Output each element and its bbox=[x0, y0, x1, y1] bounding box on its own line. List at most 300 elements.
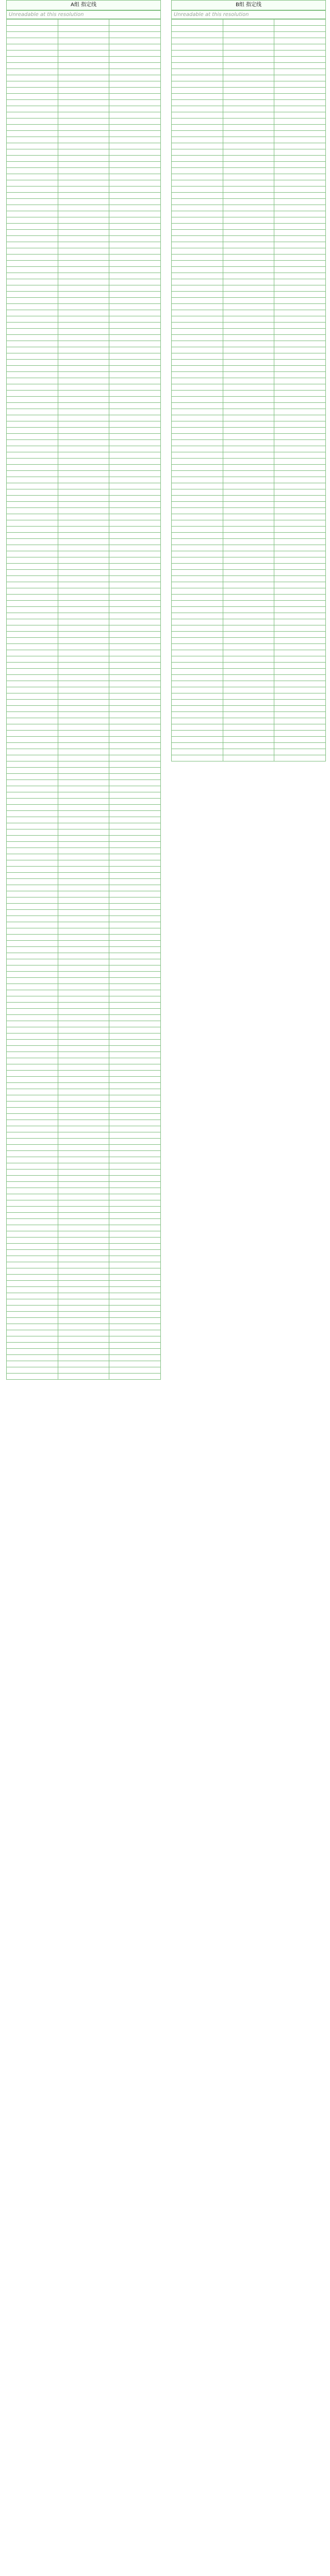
left-table-cell bbox=[109, 397, 161, 403]
right-table-cell bbox=[172, 638, 223, 644]
left-table-row bbox=[7, 669, 161, 675]
left-table-row bbox=[7, 341, 161, 347]
left-table-row bbox=[7, 224, 161, 230]
left-table-cell bbox=[109, 1374, 161, 1380]
left-table-cell bbox=[58, 50, 109, 57]
right-table-cell bbox=[172, 459, 223, 465]
right-table-row bbox=[172, 607, 326, 613]
left-table-row bbox=[7, 397, 161, 403]
left-table-row bbox=[7, 904, 161, 910]
right-table-cell bbox=[172, 409, 223, 415]
left-table-cell bbox=[7, 1163, 58, 1170]
left-table-cell bbox=[7, 1009, 58, 1015]
left-table-cell bbox=[109, 922, 161, 928]
left-table-cell bbox=[58, 700, 109, 706]
left-table-cell bbox=[7, 718, 58, 724]
left-table-cell bbox=[109, 1250, 161, 1256]
left-table-cell bbox=[7, 1244, 58, 1250]
right-table-cell bbox=[172, 242, 223, 248]
left-table-row bbox=[7, 1027, 161, 1033]
right-table-cell bbox=[274, 551, 326, 557]
left-table-cell bbox=[109, 681, 161, 687]
left-table-cell bbox=[109, 749, 161, 755]
left-table-cell bbox=[109, 545, 161, 551]
left-table-cell bbox=[58, 1200, 109, 1207]
left-table-cell bbox=[7, 693, 58, 700]
right-table-cell bbox=[172, 446, 223, 452]
left-table-cell bbox=[109, 1262, 161, 1268]
left-table-cell bbox=[109, 557, 161, 564]
right-table-row bbox=[172, 162, 326, 168]
right-table-cell bbox=[274, 743, 326, 749]
right-table-cell bbox=[274, 496, 326, 502]
right-table-row bbox=[172, 323, 326, 329]
left-table-cell bbox=[109, 792, 161, 799]
left-table-cell bbox=[58, 1058, 109, 1064]
right-table-cell bbox=[223, 347, 274, 353]
right-table-cell bbox=[274, 162, 326, 168]
left-table-cell bbox=[58, 360, 109, 366]
right-table-cell bbox=[274, 471, 326, 477]
left-table-cell bbox=[58, 378, 109, 384]
left-table-cell bbox=[7, 761, 58, 768]
left-table-cell bbox=[58, 718, 109, 724]
left-table-cell bbox=[109, 310, 161, 316]
left-table-row bbox=[7, 1095, 161, 1101]
left-table-cell bbox=[109, 217, 161, 224]
right-table-cell bbox=[274, 63, 326, 69]
right-table-row bbox=[172, 32, 326, 38]
right-table-cell bbox=[274, 415, 326, 421]
right-table-cell bbox=[172, 570, 223, 576]
left-table-cell bbox=[109, 1046, 161, 1052]
left-table-row bbox=[7, 564, 161, 570]
left-table-cell bbox=[109, 576, 161, 582]
left-table-cell bbox=[109, 625, 161, 632]
left-table-cell bbox=[7, 211, 58, 217]
right-table-cell bbox=[172, 360, 223, 366]
right-table-row bbox=[172, 20, 326, 26]
right-table-cell bbox=[274, 69, 326, 75]
left-table-cell bbox=[7, 724, 58, 731]
right-table-cell bbox=[274, 112, 326, 118]
right-table-cell bbox=[274, 298, 326, 304]
left-table-cell bbox=[7, 953, 58, 959]
left-table-cell bbox=[109, 533, 161, 539]
left-table-row bbox=[7, 638, 161, 644]
left-table-cell bbox=[109, 551, 161, 557]
left-table-cell bbox=[58, 1077, 109, 1083]
left-table-cell bbox=[58, 298, 109, 304]
right-table-row bbox=[172, 137, 326, 143]
left-table-cell bbox=[109, 353, 161, 360]
left-table-cell bbox=[7, 1268, 58, 1275]
left-table-cell bbox=[109, 1244, 161, 1250]
left-table-cell bbox=[58, 792, 109, 799]
left-table-cell bbox=[58, 261, 109, 267]
left-table-cell bbox=[58, 1336, 109, 1343]
right-table-cell bbox=[172, 520, 223, 527]
left-table-cell bbox=[58, 162, 109, 168]
left-table-cell bbox=[58, 1120, 109, 1126]
left-table-row bbox=[7, 650, 161, 656]
left-table-row bbox=[7, 743, 161, 749]
left-table-row bbox=[7, 632, 161, 638]
right-table-cell bbox=[223, 57, 274, 63]
right-table-row bbox=[172, 397, 326, 403]
left-table-cell bbox=[109, 527, 161, 533]
right-table-cell bbox=[172, 217, 223, 224]
right-table-cell bbox=[172, 391, 223, 397]
right-table-cell bbox=[274, 557, 326, 564]
right-table-cell bbox=[223, 32, 274, 38]
left-table-row bbox=[7, 811, 161, 817]
left-table-row bbox=[7, 168, 161, 174]
left-table-cell bbox=[58, 1003, 109, 1009]
left-table-cell bbox=[109, 378, 161, 384]
left-table-cell bbox=[7, 799, 58, 805]
right-table-row bbox=[172, 230, 326, 236]
right-table-cell bbox=[223, 551, 274, 557]
right-table-row bbox=[172, 44, 326, 50]
left-table-cell bbox=[58, 347, 109, 353]
left-table-cell bbox=[109, 761, 161, 768]
left-table-cell bbox=[109, 1287, 161, 1293]
left-table-row bbox=[7, 217, 161, 224]
left-table-cell bbox=[109, 972, 161, 978]
right-table-cell bbox=[274, 137, 326, 143]
left-table-cell bbox=[58, 675, 109, 681]
left-table-cell bbox=[7, 217, 58, 224]
right-table-cell bbox=[223, 724, 274, 731]
right-table-row bbox=[172, 100, 326, 106]
left-table-cell bbox=[7, 601, 58, 607]
right-table-cell bbox=[223, 353, 274, 360]
left-table-row bbox=[7, 360, 161, 366]
right-table-cell bbox=[223, 718, 274, 724]
left-table-cell bbox=[109, 261, 161, 267]
left-table-cell bbox=[58, 947, 109, 953]
right-table-cell bbox=[172, 50, 223, 57]
right-table-cell bbox=[223, 570, 274, 576]
left-table-cell bbox=[58, 1126, 109, 1132]
left-table-cell bbox=[7, 57, 58, 63]
left-table-cell bbox=[7, 564, 58, 570]
right-table-cell bbox=[223, 94, 274, 100]
left-table-cell bbox=[109, 292, 161, 298]
left-table-cell bbox=[7, 1361, 58, 1367]
left-table-row bbox=[7, 953, 161, 959]
left-table-cell bbox=[58, 149, 109, 156]
left-table-cell bbox=[58, 774, 109, 780]
left-table-row bbox=[7, 329, 161, 335]
right-table-cell bbox=[172, 663, 223, 669]
right-table-row bbox=[172, 94, 326, 100]
left-table-row bbox=[7, 1318, 161, 1324]
left-table-cell bbox=[7, 360, 58, 366]
right-table-row bbox=[172, 557, 326, 564]
left-table-cell bbox=[7, 366, 58, 372]
left-table-cell bbox=[109, 1151, 161, 1157]
left-table-cell bbox=[58, 242, 109, 248]
left-table-cell bbox=[7, 1176, 58, 1182]
left-table-cell bbox=[109, 236, 161, 242]
right-table-cell bbox=[223, 496, 274, 502]
left-table-cell bbox=[7, 1170, 58, 1176]
right-table-cell bbox=[172, 625, 223, 632]
left-table-cell bbox=[58, 156, 109, 162]
left-table-cell bbox=[7, 304, 58, 310]
left-table-row bbox=[7, 292, 161, 298]
right-table-cell bbox=[223, 403, 274, 409]
right-table-cell bbox=[172, 415, 223, 421]
right-table-row bbox=[172, 106, 326, 112]
left-table-row bbox=[7, 267, 161, 273]
left-table-cell bbox=[58, 477, 109, 483]
right-table-cell bbox=[223, 656, 274, 663]
right-table-cell bbox=[274, 421, 326, 428]
right-table-cell bbox=[223, 279, 274, 285]
left-table-cell bbox=[58, 230, 109, 236]
left-table-row bbox=[7, 1200, 161, 1207]
left-table-cell bbox=[109, 1101, 161, 1108]
left-table-cell bbox=[58, 143, 109, 149]
left-table-cell bbox=[109, 94, 161, 100]
left-table-cell bbox=[7, 81, 58, 88]
right-table-cell bbox=[172, 693, 223, 700]
left-table-cell bbox=[7, 391, 58, 397]
left-table-cell bbox=[109, 273, 161, 279]
left-table-cell bbox=[7, 1015, 58, 1021]
left-table-cell bbox=[109, 149, 161, 156]
right-table-cell bbox=[274, 199, 326, 205]
left-table-cell bbox=[58, 712, 109, 718]
left-table-row bbox=[7, 316, 161, 323]
left-table-cell bbox=[58, 502, 109, 508]
left-table-cell bbox=[58, 848, 109, 854]
left-table-row bbox=[7, 867, 161, 873]
left-table-cell bbox=[58, 483, 109, 489]
right-table-row bbox=[172, 644, 326, 650]
left-table-cell bbox=[109, 564, 161, 570]
right-table-cell bbox=[274, 428, 326, 434]
right-table-cell bbox=[223, 576, 274, 582]
left-table-row bbox=[7, 656, 161, 663]
right-table-row bbox=[172, 502, 326, 508]
right-table-cell bbox=[274, 502, 326, 508]
right-table-cell bbox=[223, 205, 274, 211]
left-table-cell bbox=[7, 1188, 58, 1194]
right-table-cell bbox=[223, 557, 274, 564]
left-table-cell bbox=[7, 1052, 58, 1058]
left-table-row bbox=[7, 1213, 161, 1219]
right-unreadable-note: Unreadable at this resolution bbox=[174, 12, 249, 18]
left-table-cell bbox=[58, 1095, 109, 1101]
left-table-cell bbox=[7, 959, 58, 965]
left-table-row bbox=[7, 50, 161, 57]
left-table-cell bbox=[58, 1367, 109, 1374]
right-table-cell bbox=[223, 428, 274, 434]
left-table-cell bbox=[58, 372, 109, 378]
left-table-cell bbox=[109, 205, 161, 211]
left-table-cell bbox=[109, 1293, 161, 1299]
right-table-cell bbox=[172, 397, 223, 403]
right-table-cell bbox=[274, 632, 326, 638]
right-table-cell bbox=[274, 650, 326, 656]
right-table-cell bbox=[223, 137, 274, 143]
left-table-cell bbox=[7, 700, 58, 706]
right-table-cell bbox=[223, 366, 274, 372]
left-table-cell bbox=[58, 959, 109, 965]
left-table-cell bbox=[109, 984, 161, 990]
left-table-row bbox=[7, 539, 161, 545]
right-table-cell bbox=[172, 545, 223, 551]
left-table-cell bbox=[58, 1225, 109, 1231]
right-table-cell bbox=[172, 384, 223, 391]
left-table-cell bbox=[7, 94, 58, 100]
right-table-cell bbox=[172, 168, 223, 174]
left-table-cell bbox=[58, 508, 109, 514]
right-table-cell bbox=[274, 75, 326, 81]
left-table-cell bbox=[58, 415, 109, 421]
left-table-cell bbox=[7, 446, 58, 452]
right-table-cell bbox=[223, 143, 274, 149]
left-table-cell bbox=[109, 941, 161, 947]
right-table-row bbox=[172, 174, 326, 180]
left-table-cell bbox=[109, 706, 161, 712]
right-table-cell bbox=[223, 316, 274, 323]
right-table-cell bbox=[223, 211, 274, 217]
left-table-cell bbox=[7, 199, 58, 205]
left-table-cell bbox=[58, 737, 109, 743]
left-table-cell bbox=[7, 527, 58, 533]
right-table-cell bbox=[172, 619, 223, 625]
right-table-row bbox=[172, 712, 326, 718]
right-table-row bbox=[172, 156, 326, 162]
left-table-cell bbox=[58, 582, 109, 588]
left-table-cell bbox=[109, 743, 161, 749]
right-table-cell bbox=[274, 391, 326, 397]
left-table-cell bbox=[58, 706, 109, 712]
right-table-cell bbox=[172, 724, 223, 731]
right-table-row bbox=[172, 619, 326, 625]
left-table-cell bbox=[109, 199, 161, 205]
left-table-row bbox=[7, 508, 161, 514]
right-table-cell bbox=[172, 106, 223, 112]
left-table-cell bbox=[58, 409, 109, 415]
right-table-cell bbox=[172, 564, 223, 570]
right-table-cell bbox=[223, 588, 274, 595]
right-table-row bbox=[172, 125, 326, 131]
left-table-cell bbox=[109, 514, 161, 520]
left-table-cell bbox=[7, 805, 58, 811]
left-table-cell bbox=[109, 1095, 161, 1101]
right-table-row bbox=[172, 514, 326, 520]
left-table-cell bbox=[109, 483, 161, 489]
left-table-cell bbox=[58, 749, 109, 755]
left-table-cell bbox=[7, 965, 58, 972]
right-table-cell bbox=[223, 644, 274, 650]
left-table-row bbox=[7, 1139, 161, 1145]
right-table-cell bbox=[223, 372, 274, 378]
left-table-cell bbox=[7, 1213, 58, 1219]
left-table-cell bbox=[7, 384, 58, 391]
left-table-cell bbox=[58, 1306, 109, 1312]
left-table-row bbox=[7, 403, 161, 409]
right-table-cell bbox=[172, 323, 223, 329]
left-table-cell bbox=[7, 984, 58, 990]
right-table-cell bbox=[223, 112, 274, 118]
left-table-row bbox=[7, 199, 161, 205]
left-table-cell bbox=[58, 446, 109, 452]
left-table-cell bbox=[7, 63, 58, 69]
left-table-cell bbox=[109, 347, 161, 353]
left-table-row bbox=[7, 255, 161, 261]
left-table-cell bbox=[58, 1213, 109, 1219]
left-table-cell bbox=[7, 261, 58, 267]
left-table-row bbox=[7, 434, 161, 440]
left-table-cell bbox=[109, 1188, 161, 1194]
left-table-row bbox=[7, 613, 161, 619]
right-table-cell bbox=[223, 452, 274, 459]
left-table-cell bbox=[7, 1330, 58, 1336]
right-table-cell bbox=[223, 687, 274, 693]
left-table-cell bbox=[7, 44, 58, 50]
left-table-row bbox=[7, 873, 161, 879]
left-table-cell bbox=[109, 669, 161, 675]
right-table-row bbox=[172, 564, 326, 570]
right-table-cell bbox=[223, 582, 274, 588]
left-table-cell bbox=[58, 1250, 109, 1256]
left-table-cell bbox=[7, 1238, 58, 1244]
left-table-row bbox=[7, 687, 161, 693]
right-table-cell bbox=[223, 397, 274, 403]
left-table-row bbox=[7, 1336, 161, 1343]
right-table-cell bbox=[274, 106, 326, 112]
right-table-row bbox=[172, 669, 326, 675]
left-table-row bbox=[7, 428, 161, 434]
left-table-cell bbox=[7, 904, 58, 910]
left-table-cell bbox=[109, 1355, 161, 1361]
left-table-row bbox=[7, 1188, 161, 1194]
right-table-row bbox=[172, 576, 326, 582]
right-table-cell bbox=[274, 724, 326, 731]
right-table-cell bbox=[223, 230, 274, 236]
left-table-row bbox=[7, 69, 161, 75]
left-table-cell bbox=[109, 848, 161, 854]
left-table-cell bbox=[7, 187, 58, 193]
left-table-cell bbox=[58, 972, 109, 978]
left-table-cell bbox=[58, 403, 109, 409]
left-table-cell bbox=[58, 588, 109, 595]
right-table-cell bbox=[223, 607, 274, 613]
left-table-row bbox=[7, 972, 161, 978]
left-table-cell bbox=[58, 1151, 109, 1157]
left-table-cell bbox=[58, 965, 109, 972]
left-table-cell bbox=[58, 1176, 109, 1182]
left-table-cell bbox=[109, 965, 161, 972]
left-table-cell bbox=[58, 928, 109, 935]
right-table-cell bbox=[274, 143, 326, 149]
left-table-cell bbox=[58, 38, 109, 44]
left-table-row bbox=[7, 162, 161, 168]
left-table-cell bbox=[7, 1108, 58, 1114]
left-table-cell bbox=[7, 415, 58, 421]
left-table-cell bbox=[109, 1176, 161, 1182]
right-table-cell bbox=[274, 360, 326, 366]
left-table-row bbox=[7, 570, 161, 576]
left-table-cell bbox=[7, 1064, 58, 1071]
